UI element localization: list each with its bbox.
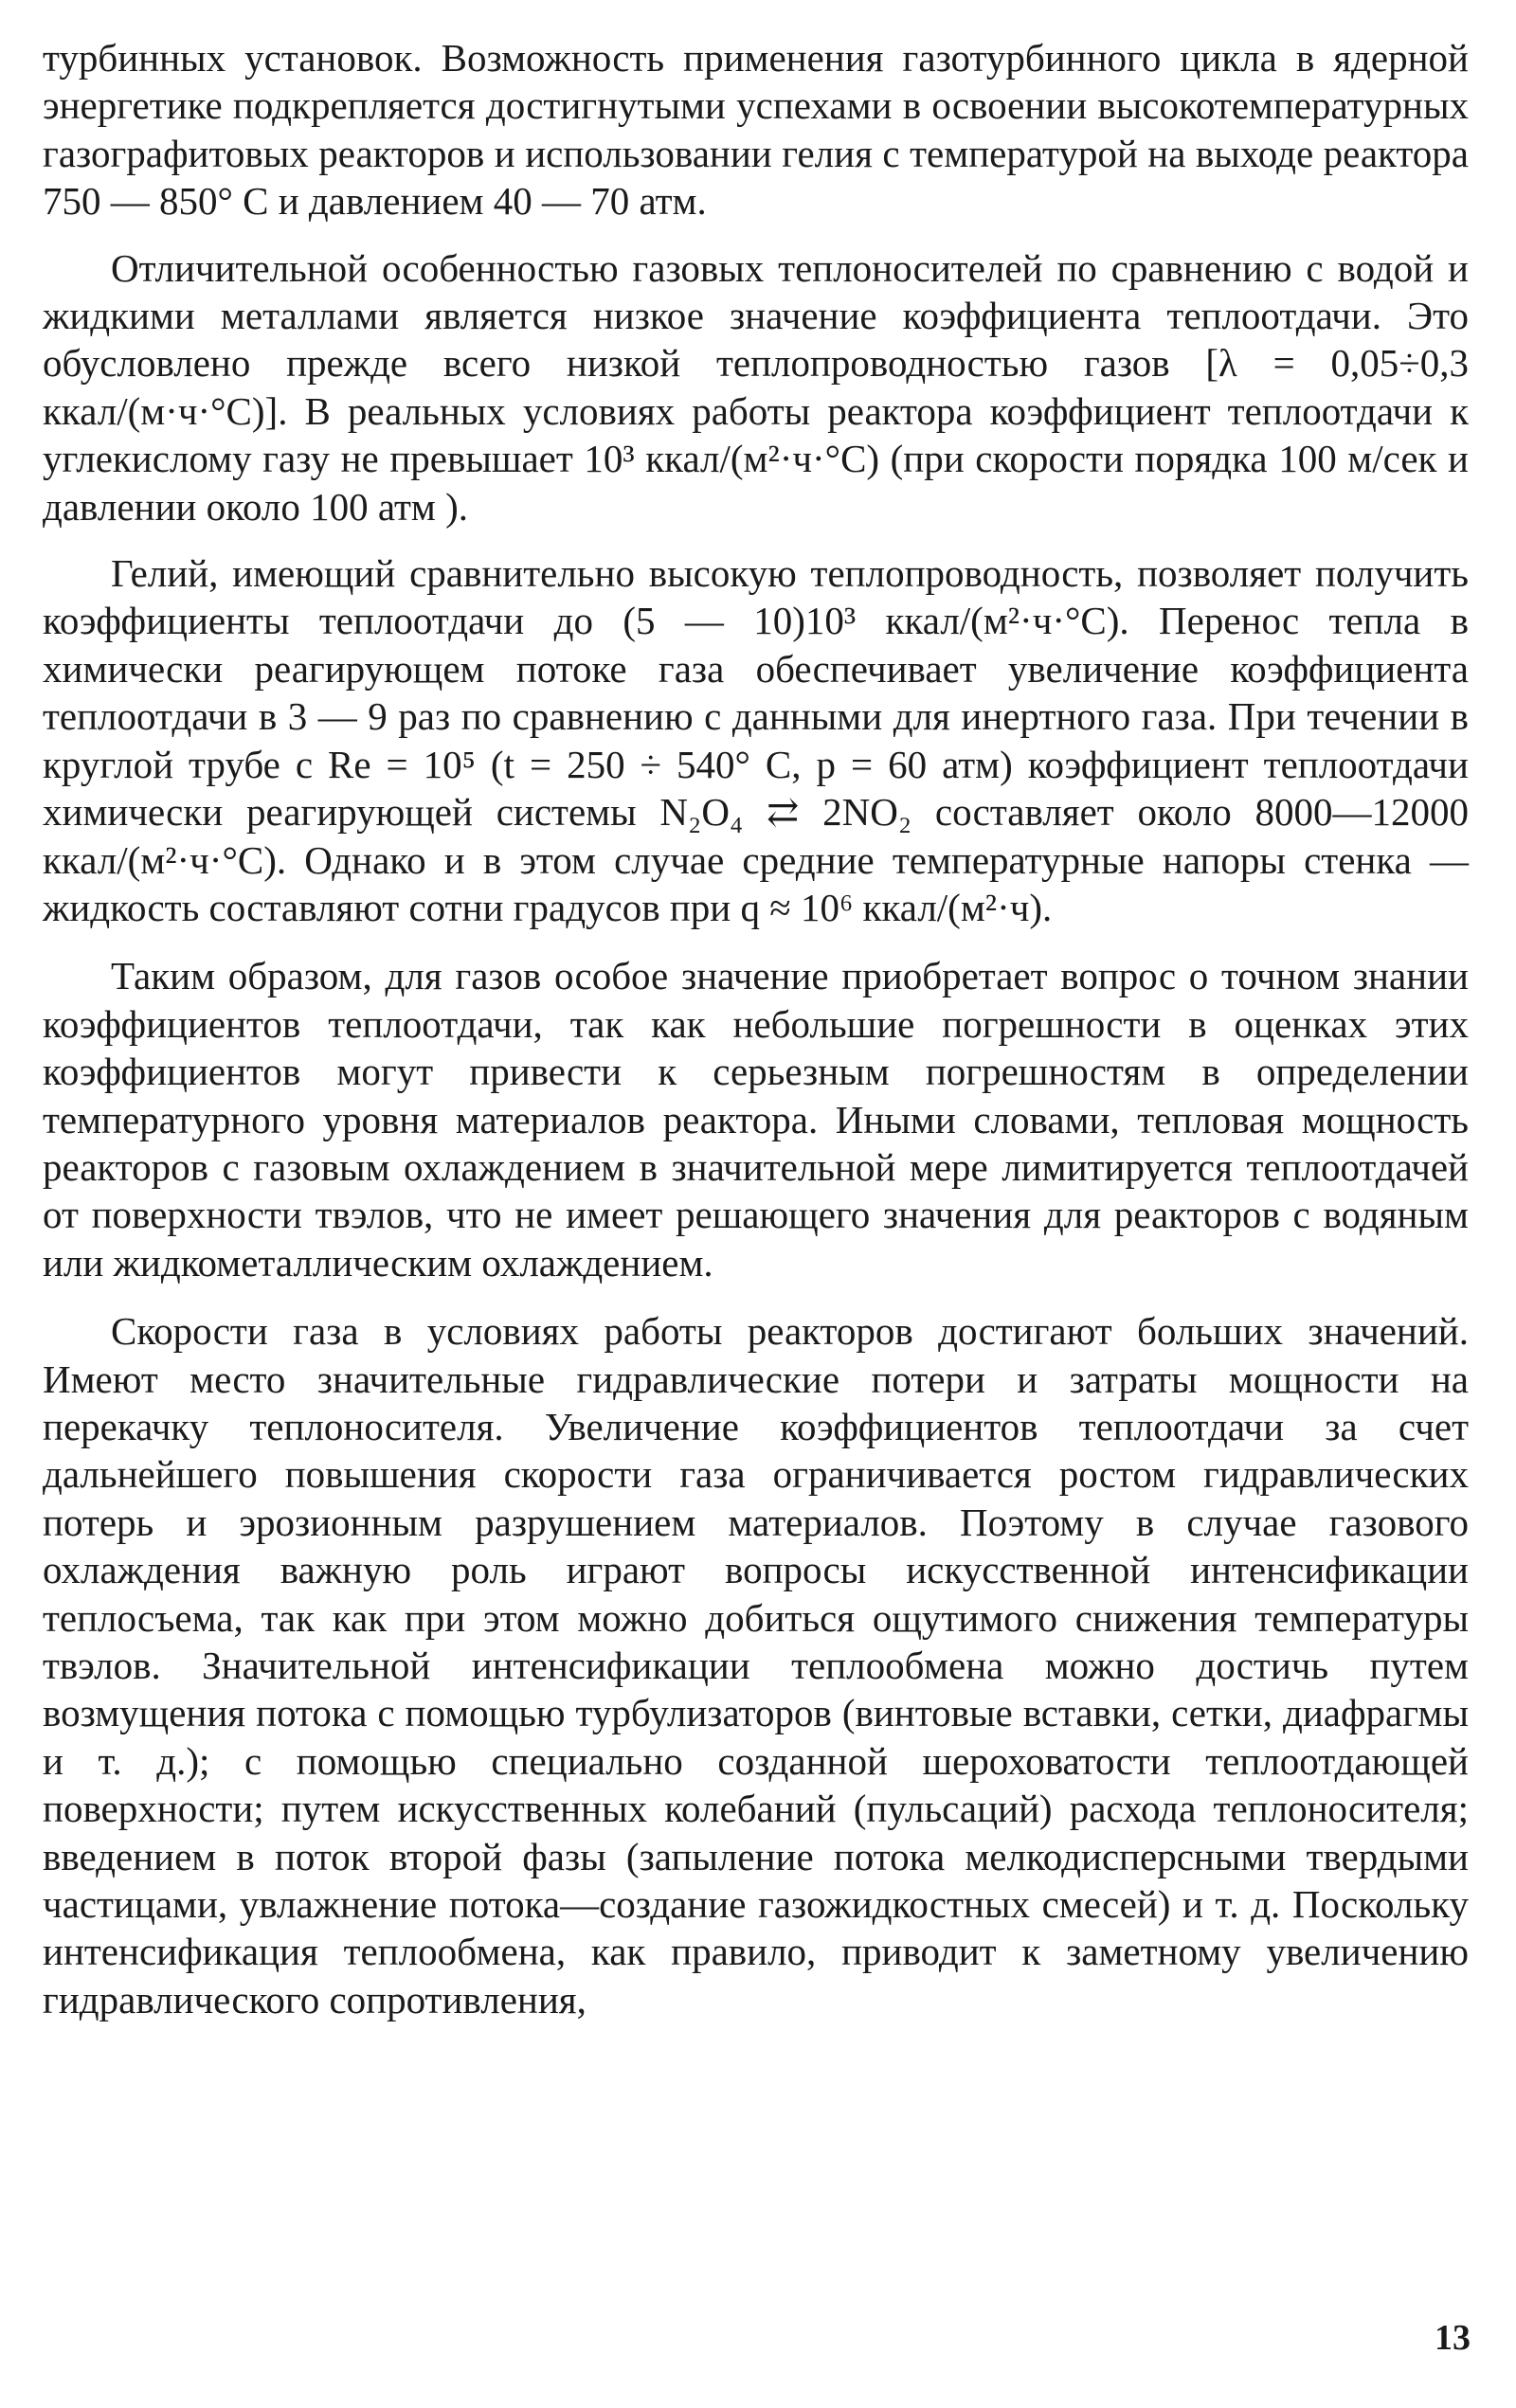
paragraph-4: Таким образом, для газов особое значение приобретает вопрос о точном знании коэффициентов теплоотдачи, так как небольшие погрешности в оценках этих коэффициентов могут привести к серьезным погрешностям в определении температурного уровня материалов реактора. Иными словами, тепловая мощность реакторов с газовым охлаждением в значительной мере лимитируется теплоотдачей от поверхности твэлов, что не имеет решающего значения для реакторов с водяным или жидкометаллическим охлаждением.: [43, 954, 1469, 1285]
paragraph-5: Скорости газа в условиях работы реакторов достигают больших значений. Имеют место значительные гидравлические потери и затраты мощности на перекачку теплоносителя. Увеличение коэффициентов теплоотдачи за счет дальнейшего повышения скорости газа ограничивается ростом гидравлических потерь и эрозионным разрушением материалов. Поэтому в случае газового охлаждения важную роль играют вопросы искусственной интенсификации теплосъема, так как при этом можно добиться ощутимого снижения температуры твэлов. Значительной интенсификации теплообмена можно достичь путем возмущения потока с помощью турбулизаторов (винтовые вставки, сетки, диафрагмы и т. д.); с помощью специально созданной шероховатости теплоотдающей поверхности; путем искусственных колебаний (пульсаций) расхода теплоносителя; введением в поток второй фазы (запыление потока мелкодисперсными твердыми частицами, увлажнение потока—создание газожидкостных смесей) и т. д. Поскольку интенсификация теплообмена, как правило, приводит к заметному увеличению гидравлического сопротивления,: [43, 1309, 1469, 2022]
page-body: [43, 34, 1469, 2044]
paragraph-3: Гелий, имеющий сравнительно высокую теплопроводность, позволяет получить коэффициенты теплоотдачи до (5 — 10)10³ ккал/(м²·ч·°C). Перенос тепла в химически реагирующем потоке газа обеспечивает увеличение коэффициента теплоотдачи в 3 — 9 раз по сравнению с данными для инертного газа. При течении в круглой трубе с Re = 10⁵ (t = 250 ÷ 540° C, p = 60 атм) коэффициент теплоотдачи химически реагирующей системы N₂O₄ ⇄ 2NO₂ составляет около 8000—12000 ккал/(м²·ч·°C). Однако и в этом случае средние температурные напоры стенка — жидкость составляют сотни градусов при q ≈ 10⁶ ккал/(м²·ч).: [43, 551, 1469, 929]
page-number: 13: [1435, 2318, 1471, 2358]
paragraph-2: Отличительной особенностью газовых теплоносителей по сравнению с водой и жидкими металлами является низкое значение коэффициента теплоотдачи. Это обусловлено прежде всего низкой теплопроводностью газов [λ = 0,05÷0,3 ккал/(м·ч·°C)]. В реальных условиях работы реактора коэффициент теплоотдачи к углекислому газу не превышает 10³ ккал/(м²·ч·°C) (при скорости порядка 100 м/сек и давлении около 100 атм ).: [43, 245, 1469, 529]
paragraph-1: турбинных установок. Возможность применения газотурбинного цикла в ядерной энергетике подкрепляется достигнутыми успехами в освоении высокотемпературных газографитовых реакторов и использовании гелия с температурой на выходе реактора 750 — 850° C и давлением 40 — 70 атм.: [43, 36, 1469, 224]
